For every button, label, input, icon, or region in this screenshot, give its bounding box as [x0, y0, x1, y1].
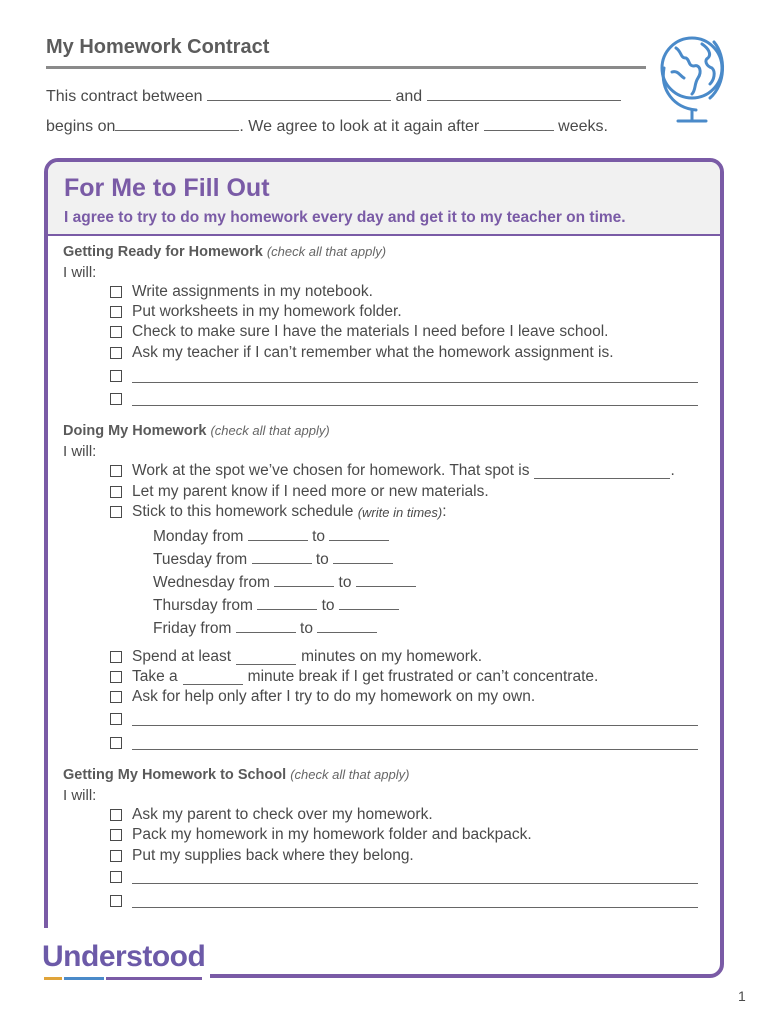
custom-item-line[interactable] [132, 382, 698, 383]
checkbox-icon[interactable] [110, 713, 122, 725]
schedule-row-friday [153, 618, 377, 638]
checkbox-icon[interactable] [110, 871, 122, 883]
checklist-item[interactable] [110, 668, 598, 686]
review-label: . We agree to look at it again after [239, 118, 480, 135]
custom-item[interactable] [110, 893, 698, 908]
contract-between-label: This contract between [46, 88, 203, 105]
end-time-blank[interactable] [339, 595, 399, 610]
to-label: to [315, 551, 329, 568]
logo-bar-orange [44, 977, 62, 980]
from-label: from [221, 597, 253, 614]
custom-item[interactable] [110, 711, 698, 726]
logo-bar-blue [64, 977, 104, 980]
from-label: from [216, 551, 248, 568]
checkbox-icon[interactable] [110, 347, 122, 359]
section-title: Doing My Homework [63, 423, 207, 439]
checklist-item[interactable] [110, 323, 608, 341]
item-label: Pack my homework in my homework folder and backpack. [132, 826, 532, 843]
custom-item[interactable] [110, 368, 698, 383]
item-label: Let my parent know if I need more or new materials. [132, 483, 489, 500]
day-label: Monday [153, 528, 209, 545]
schedule-row-monday [153, 526, 389, 546]
start-time-blank[interactable] [252, 549, 312, 564]
checkbox-icon[interactable] [110, 671, 122, 683]
to-label: to [312, 528, 326, 545]
weeks-blank[interactable] [484, 116, 554, 131]
item-label: Check to make sure I have the materials I need before I leave school. [132, 323, 609, 340]
checklist-item[interactable] [110, 344, 614, 362]
start-time-blank[interactable] [248, 526, 308, 541]
card-header [48, 162, 720, 236]
contract-line-1 [46, 86, 621, 106]
item-label: Put worksheets in my homework folder. [132, 303, 402, 320]
from-label: from [200, 620, 232, 637]
end-time-blank[interactable] [329, 526, 389, 541]
section-heading-getting-to-school [63, 767, 409, 783]
logo-bar-purple [106, 977, 202, 980]
checklist-item[interactable] [110, 483, 489, 501]
checklist-item[interactable] [110, 648, 482, 666]
to-label: to [300, 620, 313, 637]
start-date-blank[interactable] [115, 116, 239, 131]
item-label: Work at the spot we’ve chosen for homework. That spot is [132, 462, 530, 479]
i-will-label: I will: [63, 787, 97, 804]
checkbox-icon[interactable] [110, 486, 122, 498]
item-label: Stick to this homework schedule [132, 503, 354, 520]
minutes-blank[interactable] [236, 650, 296, 665]
from-label: from [212, 528, 244, 545]
checkbox-icon[interactable] [110, 737, 122, 749]
section-title: Getting Ready for Homework [63, 244, 263, 260]
checklist-item[interactable] [110, 283, 373, 301]
custom-item-line[interactable] [132, 725, 698, 726]
item-label: minute break if I get frustrated or can’t concentrate. [247, 668, 599, 685]
card-title: For Me to Fill Out [64, 174, 270, 202]
day-label: Friday [153, 620, 197, 637]
day-label: Thursday [153, 597, 218, 614]
page-number: 1 [738, 988, 746, 1004]
checklist-item[interactable] [110, 503, 447, 521]
day-label: Tuesday [153, 551, 212, 568]
understood-logo: Understood [42, 940, 206, 973]
to-label: to [338, 574, 352, 591]
title-divider [46, 66, 646, 69]
homework-spot-blank[interactable] [534, 464, 670, 479]
party-2-blank[interactable] [427, 86, 621, 101]
i-will-label: I will: [63, 264, 97, 281]
schedule-row-thursday [153, 595, 399, 615]
checkbox-icon[interactable] [110, 393, 122, 405]
checkbox-icon[interactable] [110, 651, 122, 663]
begins-on-label: begins on [46, 118, 116, 135]
globe-icon [650, 28, 736, 128]
weeks-label: weeks. [558, 118, 608, 135]
schedule-row-tuesday [153, 549, 393, 569]
end-time-blank[interactable] [333, 549, 393, 564]
end-time-blank[interactable] [317, 618, 377, 633]
break-minutes-blank[interactable] [183, 670, 243, 685]
item-label: Ask my teacher if I can’t remember what the homework assignment is. [132, 344, 614, 361]
custom-item-line[interactable] [132, 907, 698, 908]
custom-item[interactable] [110, 735, 698, 750]
checklist-item[interactable] [110, 806, 433, 824]
custom-item[interactable] [110, 869, 698, 884]
checklist-item[interactable] [110, 826, 532, 844]
checklist-item[interactable] [110, 847, 414, 865]
item-label: Take a [132, 668, 178, 685]
custom-item-line[interactable] [132, 749, 698, 750]
item-label: minutes on my homework. [301, 648, 483, 665]
checkbox-icon[interactable] [110, 895, 122, 907]
checkbox-icon[interactable] [110, 286, 122, 298]
checkbox-icon[interactable] [110, 465, 122, 477]
day-label: Wednesday [153, 574, 235, 591]
from-label: from [238, 574, 270, 591]
item-end: . [670, 462, 675, 479]
schedule-row-wednesday [153, 572, 416, 592]
section-heading-doing [63, 423, 330, 439]
checkbox-icon[interactable] [110, 506, 122, 518]
section-note: (check all that apply) [266, 244, 387, 259]
custom-item-line[interactable] [132, 883, 698, 884]
checklist-item[interactable] [110, 303, 402, 321]
item-end: : [442, 503, 447, 520]
checkbox-icon[interactable] [110, 809, 122, 821]
item-label: Ask my parent to check over my homework. [132, 806, 433, 823]
card-subtitle: I agree to try to do my homework every day and get it to my teacher on time. [64, 209, 626, 226]
item-label: Put my supplies back where they belong. [132, 847, 414, 864]
checklist-item[interactable] [110, 688, 535, 706]
item-note: (write in times) [357, 504, 443, 520]
section-heading-getting-ready [63, 244, 386, 260]
checklist-item[interactable] [110, 462, 675, 480]
page-title: My Homework Contract [46, 36, 270, 58]
start-time-blank[interactable] [257, 595, 317, 610]
item-label: Write assignments in my notebook. [132, 283, 373, 300]
section-note: (check all that apply) [290, 767, 410, 782]
end-time-blank[interactable] [356, 572, 416, 587]
fill-out-card [44, 158, 724, 978]
checkbox-icon[interactable] [110, 370, 122, 382]
section-title: Getting My Homework to School [63, 767, 287, 783]
custom-item[interactable] [110, 391, 698, 406]
item-label: Spend at least [132, 648, 232, 665]
section-note: (check all that apply) [210, 423, 330, 438]
custom-item-line[interactable] [132, 405, 698, 406]
contract-line-2 [46, 116, 608, 136]
checkbox-icon[interactable] [110, 326, 122, 338]
checkbox-icon[interactable] [110, 850, 122, 862]
start-time-blank[interactable] [236, 618, 296, 633]
checkbox-icon[interactable] [110, 306, 122, 318]
checkbox-icon[interactable] [110, 691, 122, 703]
checkbox-icon[interactable] [110, 829, 122, 841]
start-time-blank[interactable] [274, 572, 334, 587]
item-label: Ask for help only after I try to do my homework on my own. [132, 688, 536, 705]
party-1-blank[interactable] [207, 86, 391, 101]
contract-and-label: and [395, 88, 423, 105]
to-label: to [321, 597, 335, 614]
i-will-label: I will: [63, 443, 97, 460]
